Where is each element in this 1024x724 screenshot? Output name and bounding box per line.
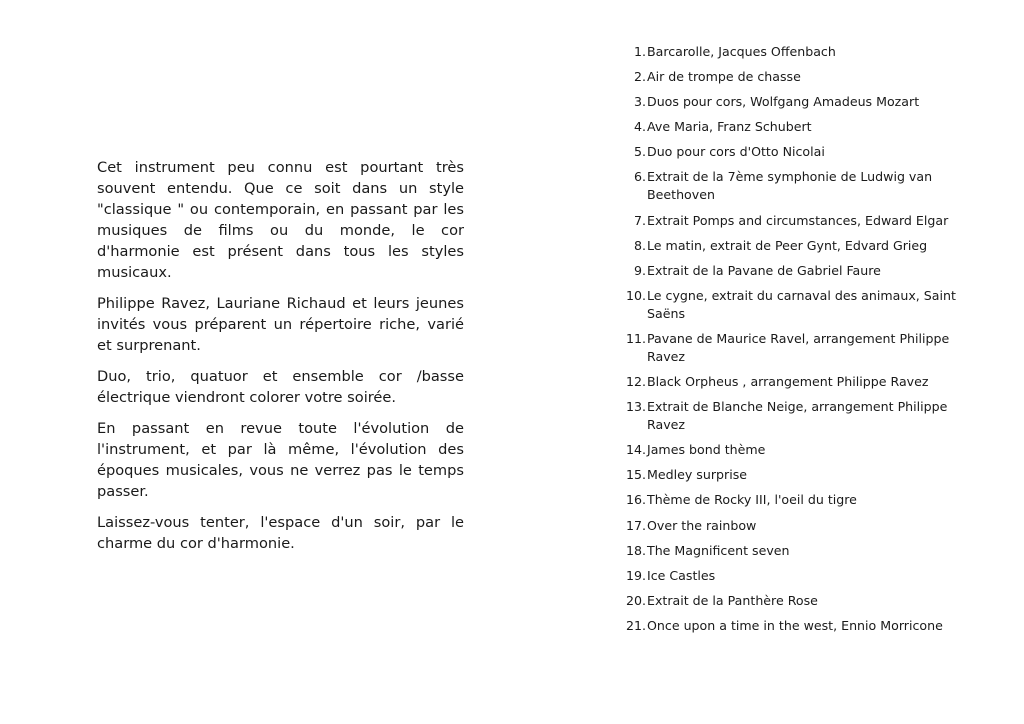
- program-item-title: Over the rainbow: [647, 517, 757, 533]
- program-item-number: 5.: [633, 144, 646, 160]
- program-item-number: 6.: [633, 169, 646, 185]
- program-item: [620, 237, 980, 255]
- program-list: [620, 43, 980, 635]
- program-item-number: 7.: [633, 212, 646, 228]
- program-item-number: 10.: [625, 287, 646, 303]
- program-item-title: James bond thème: [647, 442, 766, 458]
- program-item: [620, 43, 980, 61]
- program-item: [620, 592, 980, 610]
- program-item-title: Duos pour cors, Wolfgang Amadeus Mozart: [647, 94, 920, 110]
- program-item-title: Thème de Rocky III, l'oeil du tigre: [647, 492, 857, 508]
- program-item: [620, 491, 980, 509]
- program-item-number: 16.: [625, 492, 646, 508]
- program-item-number: 11.: [625, 330, 646, 346]
- program-item-title: Air de trompe de chasse: [647, 69, 801, 85]
- program-item: [620, 517, 980, 535]
- program-section: [620, 43, 980, 642]
- program-item: [620, 617, 980, 635]
- program-item-title: Ice Castles: [647, 567, 716, 583]
- program-item-number: 3.: [633, 94, 646, 110]
- program-item-number: 18.: [625, 542, 646, 558]
- program-item-title: Once upon a time in the west, Ennio Morricone: [647, 617, 943, 633]
- program-item: [620, 262, 980, 280]
- program-item-title: Medley surprise: [647, 467, 748, 483]
- program-item-title: Le cygne, extrait du carnaval des animaux, Saint Saëns: [647, 287, 956, 321]
- program-item-number: 21.: [625, 617, 646, 633]
- program-item-title: Duo pour cors d'Otto Nicolai: [647, 144, 825, 160]
- program-item: [620, 212, 980, 230]
- program-item: [620, 143, 980, 161]
- program-item-title: Barcarolle, Jacques Offenbach: [647, 44, 836, 59]
- program-item-number: 14.: [625, 442, 646, 458]
- program-item-title: Pavane de Maurice Ravel, arrangement Philippe Ravez: [647, 330, 950, 364]
- program-item: [620, 168, 980, 204]
- program-item-title: Extrait de la Panthère Rose: [647, 592, 818, 608]
- program-item-number: 17.: [625, 517, 646, 533]
- program-item: [620, 466, 980, 484]
- program-item-number: 4.: [633, 119, 646, 135]
- intro-text: [97, 157, 464, 564]
- program-item-title: Black Orpheus , arrangement Philippe Ravez: [647, 374, 929, 390]
- program-item: [620, 118, 980, 136]
- intro-paragraph: Duo, trio, quatuor et ensemble cor /basse électrique viendront colorer votre soirée.: [97, 368, 464, 406]
- program-item: [620, 287, 980, 323]
- intro-paragraph: Cet instrument peu connu est pourtant très souvent entendu. Que ce soit dans un style "classique " ou contemporain, en passant par les musiques de films ou du monde, le cor d'harmonie est présent dans tous les styles musicaux.: [97, 159, 464, 281]
- program-item-number: 19.: [625, 567, 646, 583]
- program-item: [620, 93, 980, 111]
- program-item-title: The Magnificent seven: [647, 542, 790, 558]
- program-item-number: 8.: [633, 237, 646, 253]
- program-item-title: Extrait de la Pavane de Gabriel Faure: [647, 262, 881, 278]
- program-item-number: 15.: [625, 467, 646, 483]
- program-item-title: Le matin, extrait de Peer Gynt, Edvard Grieg: [647, 237, 928, 253]
- program-item-number: 2.: [633, 69, 646, 85]
- program-item: [620, 441, 980, 459]
- program-item-title: Extrait de Blanche Neige, arrangement Philippe Ravez: [647, 399, 948, 433]
- intro-paragraph: Philippe Ravez, Lauriane Richaud et leurs jeunes invités vous préparent un répertoire riche, varié et surprenant.: [97, 295, 464, 354]
- program-item: [620, 398, 980, 434]
- program-item: [620, 373, 980, 391]
- program-item: [620, 567, 980, 585]
- program-item: [620, 68, 980, 86]
- program-item-title: Extrait Pomps and circumstances, Edward Elgar: [647, 212, 949, 228]
- program-item-title: Ave Maria, Franz Schubert: [647, 119, 812, 135]
- intro-paragraph: Laissez-vous tenter, l'espace d'un soir, par le charme du cor d'harmonie.: [97, 514, 464, 552]
- program-item: [620, 330, 980, 366]
- program-item-number: 20.: [625, 592, 646, 608]
- program-item-number: 13.: [625, 399, 646, 415]
- program-item-number: 1.: [633, 44, 646, 59]
- program-item-title: Extrait de la 7ème symphonie de Ludwig van Beethoven: [647, 169, 933, 203]
- program-item-number: 12.: [625, 374, 646, 390]
- program-item: [620, 542, 980, 560]
- intro-paragraph: En passant en revue toute l'évolution de l'instrument, et par là même, l'évolution des époques musicales, vous ne verrez pas le temps passer.: [97, 420, 464, 500]
- program-item-number: 9.: [633, 262, 646, 278]
